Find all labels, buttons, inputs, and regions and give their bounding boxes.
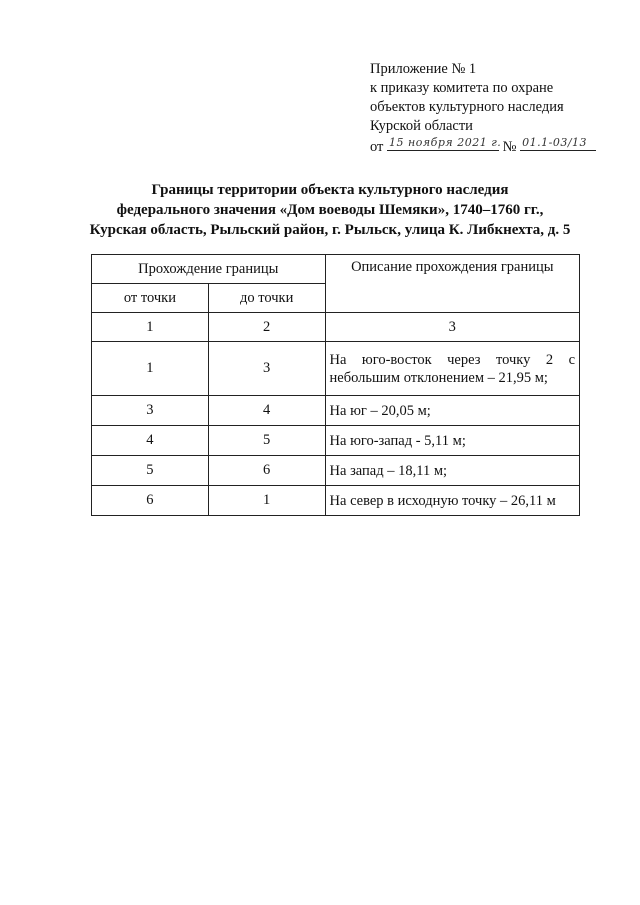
appendix-order-line: к приказу комитета по охране (370, 80, 554, 96)
appendix-committee-line: объектов культурного наследия (370, 99, 564, 115)
from-point-cell: 1 (92, 342, 209, 396)
header-from-point: от точки (92, 284, 209, 313)
from-point-cell: 3 (92, 396, 209, 426)
column-number: 1 (92, 313, 209, 342)
document-title (60, 180, 600, 240)
description-cell: На юг – 20,05 м; (325, 396, 579, 426)
date-field (387, 136, 502, 151)
column-number: 3 (325, 313, 579, 342)
appendix-date-number-line (370, 136, 596, 157)
table-row (92, 486, 580, 516)
to-point-cell: 5 (208, 426, 325, 456)
description-cell: На запад – 18,11 м; (325, 456, 579, 486)
description-cell: На юго-восток через точку 2 с небольшим отклонением – 21,95 м; (325, 342, 579, 396)
description-cell: На север в исходную точку – 26,11 м (325, 486, 579, 516)
description-cell: На юго-запад - 5,11 м; (325, 426, 579, 456)
from-label: от (370, 139, 384, 155)
title-line-1: Границы территории объекта культурного наследия (151, 182, 509, 198)
table-row (92, 456, 580, 486)
handwritten-number: 01.1-03/13 (522, 136, 588, 149)
from-point-cell: 4 (92, 426, 209, 456)
number-field (520, 136, 596, 151)
table-row (92, 342, 580, 396)
column-number: 2 (208, 313, 325, 342)
appendix-block (370, 60, 596, 157)
column-number-row (92, 313, 580, 342)
number-label: № (502, 139, 517, 155)
header-boundary-passage: Прохождение границы (92, 255, 326, 284)
title-line-3: Курская область, Рыльский район, г. Рыльск, улица К. Либкнехта, д. 5 (89, 222, 571, 238)
from-point-cell: 5 (92, 456, 209, 486)
to-point-cell: 3 (208, 342, 325, 396)
table-row (92, 426, 580, 456)
from-point-cell: 6 (92, 486, 209, 516)
appendix-title: Приложение № 1 (370, 61, 477, 77)
title-line-2: федерального значения «Дом воеводы Шемяки», 1740–1760 гг., (116, 202, 544, 218)
to-point-cell: 4 (208, 396, 325, 426)
table-header-row (92, 255, 580, 284)
header-description: Описание прохождения границы (325, 255, 579, 313)
boundary-table (91, 254, 580, 516)
to-point-cell: 1 (208, 486, 325, 516)
appendix-region-line: Курской области (370, 118, 473, 134)
handwritten-date: 15 ноября 2021 г. (389, 136, 502, 149)
header-to-point: до точки (208, 284, 325, 313)
to-point-cell: 6 (208, 456, 325, 486)
table-row (92, 396, 580, 426)
